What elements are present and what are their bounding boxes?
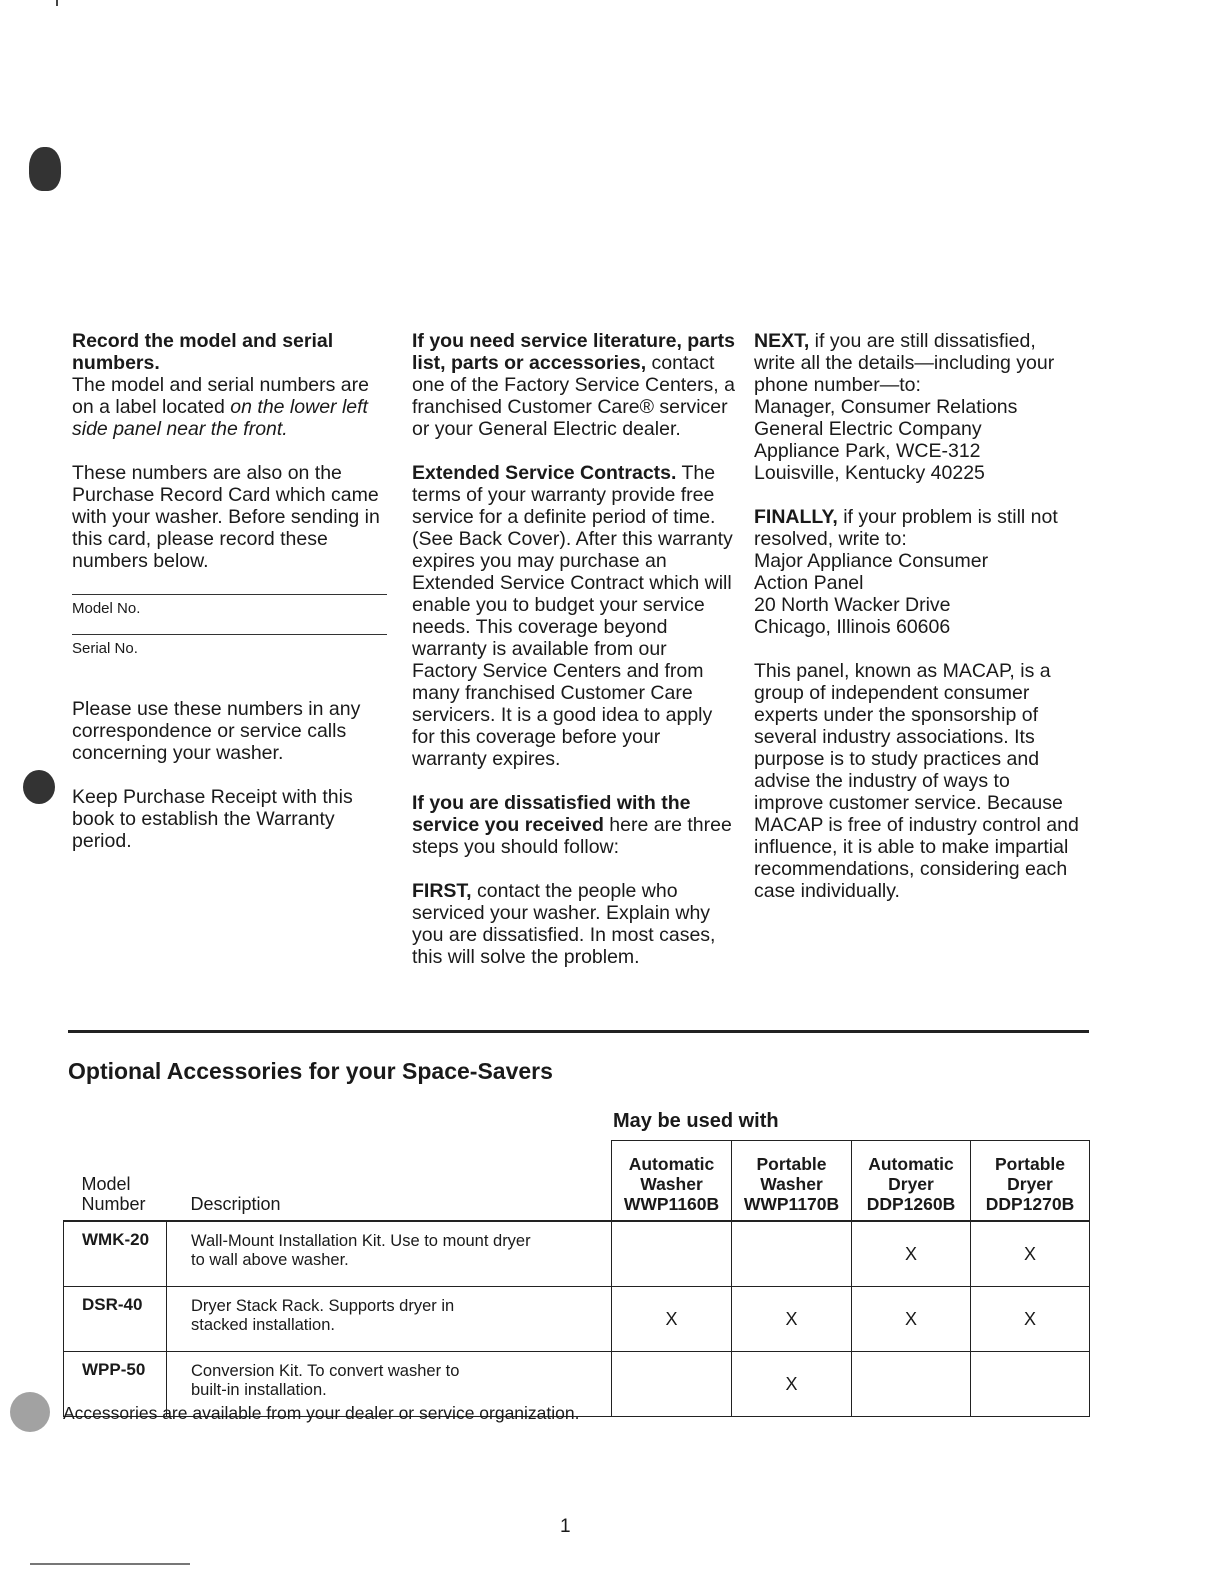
next-step-para: [754, 330, 1079, 484]
appliance-header: [971, 1141, 1090, 1222]
compat-cell: [612, 1221, 732, 1287]
finally-address-line: Chicago, Illinois 60606: [754, 616, 951, 638]
column-escalation: [754, 330, 1079, 924]
model-no-line: [72, 594, 387, 595]
literature-text: contact one of the Factory Service Centers, a franchised Customer Care® servicer or your General Electric dealer.: [412, 352, 735, 440]
table-row: [64, 1221, 1090, 1287]
description-line: to wall above washer.: [191, 1251, 349, 1269]
record-para4: Keep Purchase Receipt with this book to establish the Warranty period.: [72, 786, 353, 852]
section-divider: [68, 1030, 1089, 1033]
column-service: [412, 330, 737, 990]
finally-address-line: Action Panel: [754, 572, 864, 594]
first-step-para: [412, 880, 737, 968]
appliance-model: DDP1260B: [866, 1194, 956, 1214]
record-intro: [72, 374, 392, 440]
table-header-row: [64, 1141, 1090, 1222]
esc-para: [412, 462, 737, 770]
literature-para: [412, 330, 737, 440]
scan-edge-line: [30, 1563, 190, 1565]
model-no-field[interactable]: [72, 594, 392, 618]
description-cell: [167, 1287, 612, 1352]
column-record-numbers: [72, 330, 392, 874]
description-cell: [167, 1221, 612, 1287]
compat-cell: X: [732, 1352, 852, 1417]
appliance-kind: Washer: [760, 1174, 823, 1194]
appliance-type: Portable: [756, 1154, 827, 1174]
dissatisfied-heading: If you are dissatisfied with the service you received: [412, 792, 691, 836]
next-address-line: Manager, Consumer Relations: [754, 396, 1018, 418]
serial-no-label: Serial No.: [72, 640, 138, 657]
next-address-line: General Electric Company: [754, 418, 982, 440]
finally-text: if your problem is still not resolved, write to:: [754, 506, 1058, 550]
next-address-line: Louisville, Kentucky 40225: [754, 462, 985, 484]
next-address-line: Appliance Park, WCE-312: [754, 440, 981, 462]
finally-label: FINALLY,: [754, 506, 838, 528]
model-no-label: Model No.: [72, 600, 141, 617]
accessories-note: Accessories are available from your dealer or service organization.: [63, 1403, 580, 1423]
finally-address-line: Major Appliance Consumer: [754, 550, 989, 572]
model-cell: WPP-50: [64, 1352, 167, 1417]
compat-cell: [852, 1352, 971, 1417]
record-para3: Please use these numbers in any correspondence or service calls concerning your washer.: [72, 698, 361, 764]
description-line: built-in installation.: [191, 1381, 327, 1399]
model-cell: DSR-40: [64, 1287, 167, 1352]
compat-cell: X: [852, 1287, 971, 1352]
description-line: Dryer Stack Rack. Supports dryer in: [191, 1297, 455, 1315]
description-line: Wall-Mount Installation Kit. Use to mount dryer: [191, 1232, 531, 1250]
description-header: Description: [190, 1194, 281, 1214]
model-header-line: Model: [81, 1174, 131, 1194]
esc-text: The terms of your warranty provide free service for a definite period of time. (See Back Cover). After this warranty expires you may purchase an Extended Service Contract which will enable you to budget your service needs. This coverage beyond warranty is available from our Factory Service Centers and from many franchised Customer Care servicers. It is a good idea to apply for this coverage before your warranty expires.: [412, 462, 733, 770]
table-row: [64, 1287, 1090, 1352]
accessories-title: Optional Accessories for your Space-Savers: [68, 1058, 553, 1084]
next-text: if you are still dissatisfied, write all the details—including your phone number—to:: [754, 330, 1055, 396]
page-number: 1: [560, 1516, 571, 1537]
dissatisfied-para: [412, 792, 737, 858]
dissatisfied-text: here are three steps you should follow:: [412, 814, 732, 858]
literature-heading: If you need service literature, parts list, parts or accessories,: [412, 330, 735, 374]
model-cell: WMK-20: [64, 1221, 167, 1287]
compat-cell: [612, 1352, 732, 1417]
description-line: stacked installation.: [191, 1316, 335, 1334]
serial-no-field[interactable]: [72, 634, 392, 658]
model-number-header: [64, 1141, 167, 1222]
appliance-header: [732, 1141, 852, 1222]
record-heading: Record the model and serial numbers.: [72, 330, 334, 374]
compat-cell: X: [971, 1287, 1090, 1352]
binder-hole-top: [29, 147, 61, 191]
appliance-kind: Dryer: [888, 1174, 934, 1194]
next-label: NEXT,: [754, 330, 810, 352]
appliance-model: WWP1160B: [623, 1194, 720, 1214]
record-para2: These numbers are also on the Purchase Record Card which came with your washer. Before sending in this card, please record these numbers below.: [72, 462, 380, 572]
finally-step-para: [754, 506, 1079, 638]
binder-hole-bottom: [10, 1392, 50, 1432]
compat-cell: X: [852, 1221, 971, 1287]
appliance-kind: Washer: [640, 1174, 703, 1194]
appliance-model: WWP1170B: [743, 1194, 840, 1214]
esc-heading: Extended Service Contracts.: [412, 462, 677, 484]
finally-address-line: 20 North Wacker Drive: [754, 594, 951, 616]
compat-cell: [971, 1352, 1090, 1417]
compat-cell: X: [732, 1287, 852, 1352]
serial-no-line: [72, 634, 387, 635]
appliance-kind: Dryer: [1007, 1174, 1053, 1194]
accessories-table: [63, 1140, 1090, 1417]
appliance-type: Automatic: [868, 1154, 954, 1174]
appliance-model: DDP1270B: [985, 1194, 1075, 1214]
appliance-header: [612, 1141, 732, 1222]
number-header-line: Number: [81, 1194, 146, 1214]
first-label: FIRST,: [412, 880, 472, 902]
binder-hole-middle: [23, 770, 55, 804]
compat-cell: X: [612, 1287, 732, 1352]
scan-mark: [56, 0, 58, 6]
macap-para: This panel, known as MACAP, is a group of independent consumer experts under the sponsorship of several industry associations. Its purpose is to study practices and advise the industry of ways to improve customer service. Because MACAP is free of industry control and influence, it is able to make impartial recommendations, considering each case individually.: [754, 660, 1079, 902]
compat-cell: X: [971, 1221, 1090, 1287]
first-text: contact the people who serviced your washer. Explain why you are dissatisfied. In most cases, this will solve the problem.: [412, 880, 716, 968]
record-intro-text: The model and serial numbers are on a label located: [72, 374, 369, 418]
appliance-type: Portable: [994, 1154, 1066, 1174]
label-location: on the lower left side panel near the front.: [72, 396, 368, 440]
compat-cell: [732, 1221, 852, 1287]
description-line: Conversion Kit. To convert washer to: [191, 1362, 460, 1380]
may-be-used-with-label: May be used with: [613, 1110, 779, 1132]
appliance-header: [852, 1141, 971, 1222]
appliance-type: Automatic: [628, 1154, 715, 1174]
